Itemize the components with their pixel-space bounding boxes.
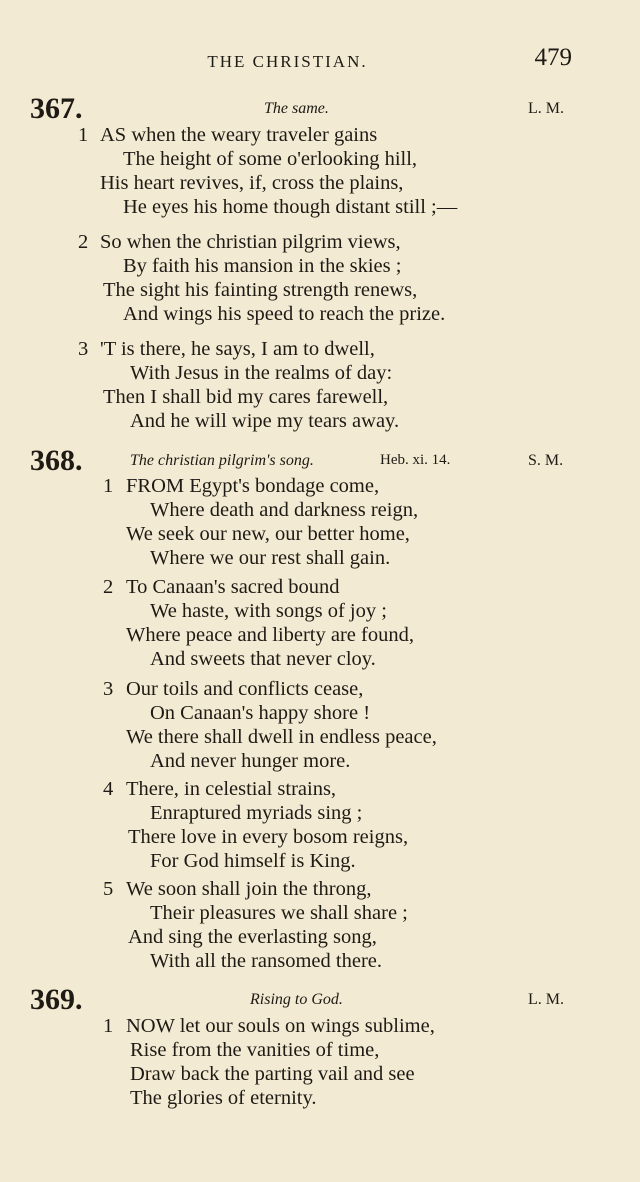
stanza-number: 4 — [103, 778, 114, 800]
verse-line: He eyes his home though distant still ;— — [123, 196, 458, 218]
verse-line: The height of some o'erlooking hill, — [123, 148, 418, 170]
verse-line: Enraptured myriads sing ; — [150, 802, 363, 824]
verse-line: There, in celestial strains, — [126, 778, 337, 800]
stanza-number: 3 — [78, 338, 89, 360]
hymn-meter: S. M. — [528, 452, 564, 469]
verse-line: For God himself is King. — [150, 850, 356, 872]
verse-line: Where death and darkness reign, — [150, 499, 419, 521]
hymn-title: Rising to God. — [250, 991, 343, 1008]
verse-line: The sight his fainting strength renews, — [103, 279, 418, 301]
verse-line: To Canaan's sacred bound — [126, 576, 340, 598]
verse-line: On Canaan's happy shore ! — [150, 702, 371, 724]
stanza-number: 1 — [78, 124, 89, 146]
stanza-number: 2 — [78, 231, 89, 253]
verse-line: The glories of eternity. — [130, 1087, 317, 1109]
verse-line: Where peace and liberty are found, — [126, 624, 414, 646]
stanza-number: 3 — [103, 678, 114, 700]
hymn-number: 367. — [30, 92, 83, 125]
verse-line: Then I shall bid my cares farewell, — [103, 386, 389, 408]
verse-line: NOW let our souls on wings sublime, — [126, 1015, 435, 1037]
hymn-meter: L. M. — [528, 991, 564, 1008]
running-title: THE CHRISTIAN. — [207, 52, 368, 71]
verse-line: And he will wipe my tears away. — [130, 410, 400, 432]
verse-line: By faith his mansion in the skies ; — [123, 255, 402, 277]
verse-line: Our toils and conflicts cease, — [126, 678, 364, 700]
verse-line: And sing the everlasting song, — [128, 926, 377, 948]
stanza-number: 1 — [103, 1015, 114, 1037]
stanza-number: 5 — [103, 878, 114, 900]
verse-line: Their pleasures we shall share ; — [150, 902, 408, 924]
verse-line: We soon shall join the throng, — [126, 878, 372, 900]
verse-line: With all the ransomed there. — [150, 950, 382, 972]
stanza-number: 2 — [103, 576, 114, 598]
hymn-number: 368. — [30, 444, 83, 477]
verse-line: We haste, with songs of joy ; — [150, 600, 387, 622]
verse-line: We seek our new, our better home, — [126, 523, 410, 545]
verse-line: Rise from the vanities of time, — [130, 1039, 380, 1061]
verse-line: And never hunger more. — [150, 750, 351, 772]
verse-line: So when the christian pilgrim views, — [100, 231, 401, 253]
verse-line: AS when the weary traveler gains — [100, 124, 378, 146]
scripture-reference: Heb. xi. 14. — [380, 452, 451, 468]
hymn-number: 369. — [30, 983, 83, 1016]
running-head — [0, 44, 640, 78]
hymn-367-heading — [0, 92, 640, 124]
verse-line: FROM Egypt's bondage come, — [126, 475, 380, 497]
hymn-title: The same. — [264, 100, 329, 117]
verse-line: And wings his speed to reach the prize. — [123, 303, 446, 325]
verse-line: There love in every bosom reigns, — [128, 826, 409, 848]
verse-line: We there shall dwell in endless peace, — [126, 726, 437, 748]
stanza-number: 1 — [103, 475, 114, 497]
verse-line: 'T is there, he says, I am to dwell, — [100, 338, 375, 360]
verse-line: And sweets that never cloy. — [150, 648, 376, 670]
hymn-title: The christian pilgrim's song. — [130, 452, 314, 469]
verse-line: Draw back the parting vail and see — [130, 1063, 415, 1085]
hymn-meter: L. M. — [528, 100, 564, 117]
page-number: 479 — [534, 44, 572, 71]
verse-line: His heart revives, if, cross the plains, — [100, 172, 404, 194]
hymn-369-heading — [0, 983, 640, 1015]
verse-line: Where we our rest shall gain. — [150, 547, 391, 569]
hymn-368-heading — [0, 444, 640, 476]
verse-line: With Jesus in the realms of day: — [130, 362, 393, 384]
